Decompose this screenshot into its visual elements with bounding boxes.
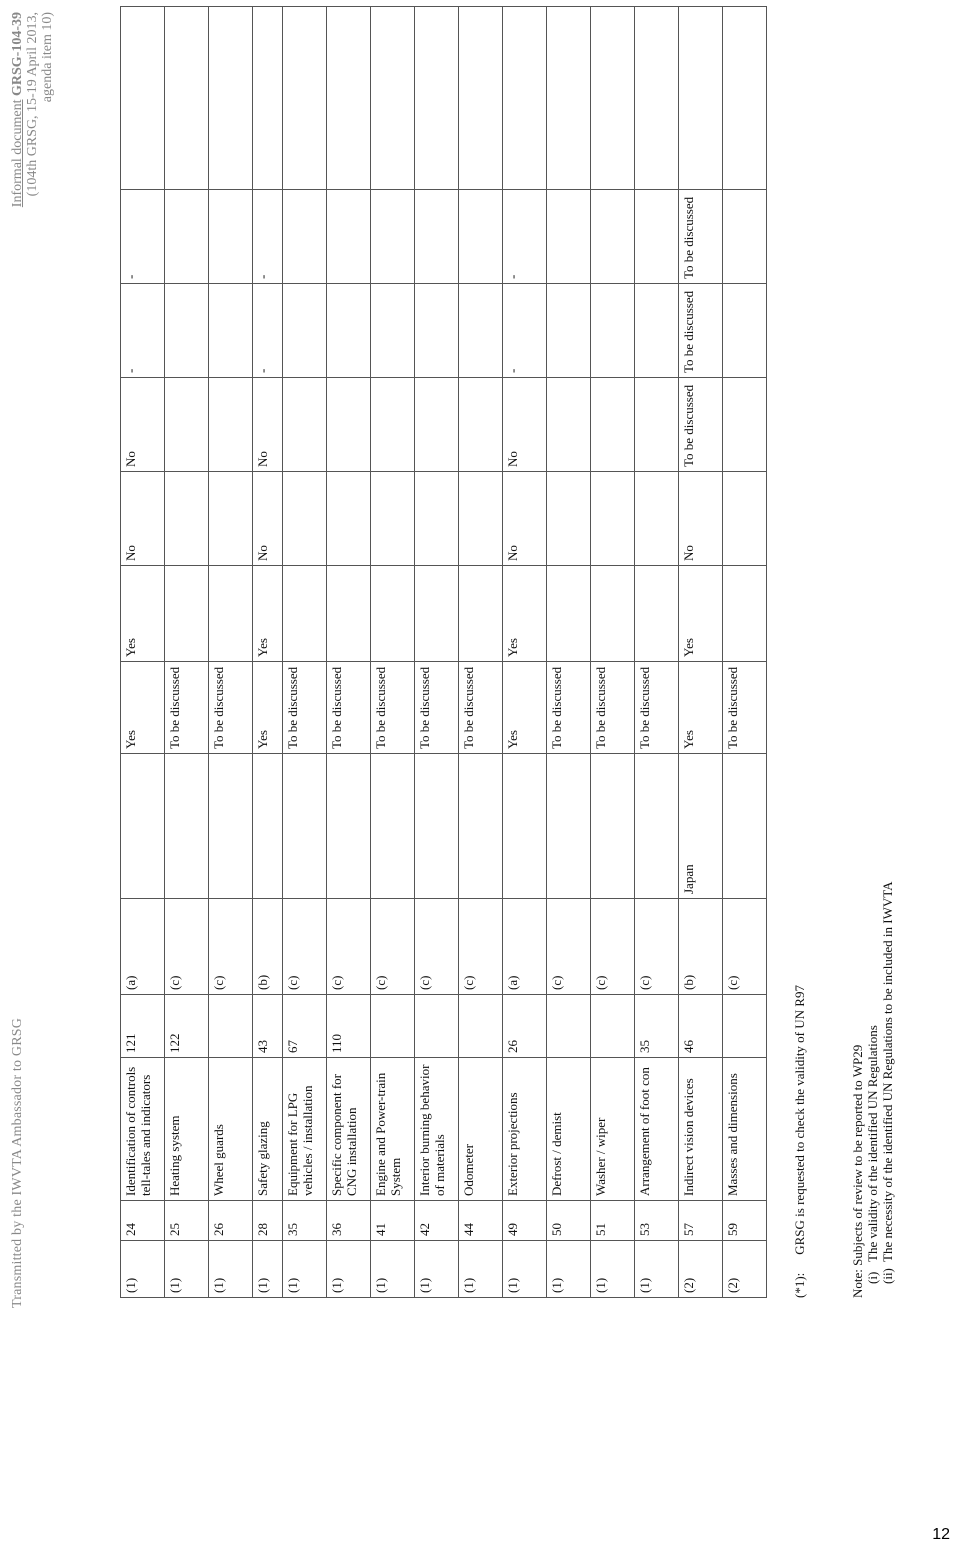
status-1-cell: To be discussed: [327, 662, 371, 754]
status-3-cell: No: [503, 472, 547, 566]
status-4-cell: [723, 378, 767, 472]
contracting-party-cell: [371, 754, 415, 899]
category-cell: (2): [723, 1241, 767, 1298]
status-1-cell: To be discussed: [635, 662, 679, 754]
status-6-cell: [209, 190, 253, 284]
table-row: [283, 7, 327, 1298]
status-4-cell: No: [121, 378, 165, 472]
class-cell: (c): [723, 899, 767, 995]
table-row: [415, 7, 459, 1298]
footnote: [792, 8, 808, 1298]
subject-cell: Arrangement of foot con: [635, 1058, 679, 1201]
table-row: [209, 7, 253, 1298]
category-cell: (1): [503, 1241, 547, 1298]
contracting-party-cell: [723, 754, 767, 899]
item-number-cell: 28: [253, 1201, 283, 1241]
status-6-cell: [547, 190, 591, 284]
status-1-cell: To be discussed: [591, 662, 635, 754]
status-6-cell: [371, 190, 415, 284]
status-4-cell: [165, 378, 209, 472]
remarks-cell: [591, 7, 635, 190]
subject-cell: Engine and Power-train System: [371, 1058, 415, 1201]
category-cell: (1): [327, 1241, 371, 1298]
status-1-cell: To be discussed: [547, 662, 591, 754]
item-number-cell: 41: [371, 1201, 415, 1241]
remarks-cell: [283, 7, 327, 190]
status-4-cell: [591, 378, 635, 472]
table-row: [547, 7, 591, 1298]
status-5-cell: [283, 284, 327, 378]
status-5-cell: [547, 284, 591, 378]
status-3-cell: No: [121, 472, 165, 566]
un-regulation-cell: 35: [635, 995, 679, 1058]
item-number-cell: 26: [209, 1201, 253, 1241]
table-row: [503, 7, 547, 1298]
contracting-party-cell: [591, 754, 635, 899]
status-4-cell: [209, 378, 253, 472]
table-row: [165, 7, 209, 1298]
item-number-cell: 25: [165, 1201, 209, 1241]
status-1-cell: To be discussed: [209, 662, 253, 754]
un-regulation-cell: 26: [503, 995, 547, 1058]
status-3-cell: No: [253, 472, 283, 566]
status-3-cell: [591, 472, 635, 566]
status-5-cell: [209, 284, 253, 378]
subject-cell: Safety glazing: [253, 1058, 283, 1201]
status-2-cell: [459, 566, 503, 662]
status-6-cell: [415, 190, 459, 284]
class-cell: (c): [283, 899, 327, 995]
un-regulation-cell: [591, 995, 635, 1058]
remarks-cell: [679, 7, 723, 190]
status-4-cell: No: [253, 378, 283, 472]
status-4-cell: [635, 378, 679, 472]
status-6-cell: [723, 190, 767, 284]
subject-cell: Masses and dimensions: [723, 1058, 767, 1201]
class-cell: (c): [415, 899, 459, 995]
page-number: 12: [932, 1526, 950, 1543]
item-number-cell: 42: [415, 1201, 459, 1241]
un-regulation-cell: [209, 995, 253, 1058]
table-row: [253, 7, 283, 1298]
footnote-text: GRSG is requested to check the validity of UN R97: [792, 985, 807, 1255]
category-cell: (1): [371, 1241, 415, 1298]
category-cell: (1): [635, 1241, 679, 1298]
subject-cell: Heating system: [165, 1058, 209, 1201]
un-regulation-cell: [723, 995, 767, 1058]
status-6-cell: [283, 190, 327, 284]
status-2-cell: Yes: [679, 566, 723, 662]
contracting-party-cell: [121, 754, 165, 899]
notes-title: Note: Subjects of review to be reported to WP29: [850, 1044, 865, 1298]
informal-document-label: Informal document: [10, 99, 25, 208]
status-3-cell: [459, 472, 503, 566]
contracting-party-cell: [415, 754, 459, 899]
status-5-cell: [371, 284, 415, 378]
status-5-cell: [459, 284, 503, 378]
subject-cell: Equipment for LPG vehicles / installation: [283, 1058, 327, 1201]
status-2-cell: [165, 566, 209, 662]
un-regulation-cell: [547, 995, 591, 1058]
class-cell: (c): [547, 899, 591, 995]
contracting-party-cell: [165, 754, 209, 899]
notes-section: [850, 881, 895, 1298]
status-1-cell: To be discussed: [459, 662, 503, 754]
status-2-cell: [327, 566, 371, 662]
status-2-cell: [209, 566, 253, 662]
transmitted-by-header: Transmitted by the IWVTA Ambassador to GRSG: [10, 1017, 25, 1308]
status-1-cell: To be discussed: [165, 662, 209, 754]
remarks-cell: [253, 7, 283, 190]
subject-cell: Identification of controls tell-tales and indicators: [121, 1058, 165, 1201]
status-6-cell: [459, 190, 503, 284]
status-2-cell: [635, 566, 679, 662]
status-3-cell: No: [679, 472, 723, 566]
session-info: (104th GRSG, 15-19 April 2013,: [25, 12, 40, 197]
status-5-cell: [165, 284, 209, 378]
remarks-cell: [371, 7, 415, 190]
class-cell: (c): [635, 899, 679, 995]
item-number-cell: 59: [723, 1201, 767, 1241]
status-4-cell: [371, 378, 415, 472]
note-item-2: (ii)The necessity of the identified UN Regulations to be included in IWVTA: [880, 881, 895, 1284]
status-3-cell: [283, 472, 327, 566]
status-2-cell: [591, 566, 635, 662]
footnote-key: (*1):: [792, 1272, 807, 1298]
un-regulation-cell: 110: [327, 995, 371, 1058]
status-3-cell: [371, 472, 415, 566]
category-cell: (1): [165, 1241, 209, 1298]
contracting-party-cell: [209, 754, 253, 899]
contracting-party-cell: Japan: [679, 754, 723, 899]
contracting-party-cell: [283, 754, 327, 899]
remarks-cell: [121, 7, 165, 190]
class-cell: (c): [591, 899, 635, 995]
status-2-cell: Yes: [121, 566, 165, 662]
un-regulation-cell: [371, 995, 415, 1058]
status-2-cell: [371, 566, 415, 662]
status-1-cell: Yes: [679, 662, 723, 754]
category-cell: (2): [679, 1241, 723, 1298]
item-number-cell: 35: [283, 1201, 327, 1241]
item-number-cell: 36: [327, 1201, 371, 1241]
remarks-cell: [459, 7, 503, 190]
class-cell: (c): [209, 899, 253, 995]
status-5-cell: -: [121, 284, 165, 378]
subject-cell: Wheel guards: [209, 1058, 253, 1201]
category-cell: (1): [209, 1241, 253, 1298]
class-cell: (b): [679, 899, 723, 995]
note-item-1: (i)The validity of the identified UN Regulations: [865, 1025, 880, 1284]
status-6-cell: -: [121, 190, 165, 284]
remarks-cell: [415, 7, 459, 190]
class-cell: (c): [165, 899, 209, 995]
agenda-item: agenda item 10): [40, 12, 55, 103]
status-3-cell: [415, 472, 459, 566]
item-number-cell: 51: [591, 1201, 635, 1241]
table-row: [591, 7, 635, 1298]
remarks-cell: [635, 7, 679, 190]
un-regulation-cell: 46: [679, 995, 723, 1058]
status-4-cell: [327, 378, 371, 472]
status-3-cell: [327, 472, 371, 566]
item-number-cell: 50: [547, 1201, 591, 1241]
status-1-cell: Yes: [503, 662, 547, 754]
contracting-party-cell: [253, 754, 283, 899]
subject-cell: Indirect vision devices: [679, 1058, 723, 1201]
subject-cell: Exterior projections: [503, 1058, 547, 1201]
status-5-cell: [415, 284, 459, 378]
un-regulation-cell: 43: [253, 995, 283, 1058]
status-5-cell: [591, 284, 635, 378]
contracting-party-cell: [327, 754, 371, 899]
status-1-cell: To be discussed: [415, 662, 459, 754]
item-number-cell: 49: [503, 1201, 547, 1241]
status-1-cell: To be discussed: [723, 662, 767, 754]
document-id: GRSG-104-39: [10, 12, 25, 96]
status-5-cell: -: [503, 284, 547, 378]
status-6-cell: [165, 190, 209, 284]
status-4-cell: No: [503, 378, 547, 472]
class-cell: (c): [371, 899, 415, 995]
status-5-cell: [327, 284, 371, 378]
category-cell: (1): [283, 1241, 327, 1298]
status-5-cell: To be discussed: [679, 284, 723, 378]
status-2-cell: [723, 566, 767, 662]
category-cell: (1): [415, 1241, 459, 1298]
remarks-cell: [327, 7, 371, 190]
item-number-cell: 44: [459, 1201, 503, 1241]
class-cell: (a): [121, 899, 165, 995]
status-6-cell: [327, 190, 371, 284]
subject-cell: Specific component for CNG installation: [327, 1058, 371, 1201]
status-1-cell: To be discussed: [283, 662, 327, 754]
status-2-cell: [415, 566, 459, 662]
un-regulation-cell: 67: [283, 995, 327, 1058]
status-6-cell: [635, 190, 679, 284]
table-row: [679, 7, 723, 1298]
item-number-cell: 57: [679, 1201, 723, 1241]
status-1-cell: Yes: [121, 662, 165, 754]
remarks-cell: [723, 7, 767, 190]
subject-cell: Interior burning behavior of materials: [415, 1058, 459, 1201]
status-6-cell: -: [503, 190, 547, 284]
status-5-cell: [635, 284, 679, 378]
class-cell: (c): [327, 899, 371, 995]
un-regulation-cell: [459, 995, 503, 1058]
status-1-cell: Yes: [253, 662, 283, 754]
table-row: [327, 7, 371, 1298]
class-cell: (c): [459, 899, 503, 995]
status-3-cell: [635, 472, 679, 566]
item-number-cell: 53: [635, 1201, 679, 1241]
un-regulation-cell: 121: [121, 995, 165, 1058]
table-row: [723, 7, 767, 1298]
subject-cell: Washer / wiper: [591, 1058, 635, 1201]
remarks-cell: [503, 7, 547, 190]
un-regulation-cell: 122: [165, 995, 209, 1058]
status-3-cell: [723, 472, 767, 566]
table-row: [635, 7, 679, 1298]
table-row: [371, 7, 415, 1298]
status-2-cell: Yes: [253, 566, 283, 662]
status-3-cell: [165, 472, 209, 566]
regulation-review-table: [120, 6, 767, 1298]
category-cell: (1): [547, 1241, 591, 1298]
informal-document-header: [10, 12, 55, 207]
subject-cell: Odometer: [459, 1058, 503, 1201]
subject-cell: Defrost / demist: [547, 1058, 591, 1201]
class-cell: (b): [253, 899, 283, 995]
category-cell: (1): [253, 1241, 283, 1298]
table-row: [459, 7, 503, 1298]
status-3-cell: [209, 472, 253, 566]
status-5-cell: -: [253, 284, 283, 378]
un-regulation-cell: [415, 995, 459, 1058]
contracting-party-cell: [459, 754, 503, 899]
category-cell: (1): [121, 1241, 165, 1298]
status-4-cell: [415, 378, 459, 472]
contracting-party-cell: [635, 754, 679, 899]
status-6-cell: -: [253, 190, 283, 284]
status-5-cell: [723, 284, 767, 378]
status-4-cell: To be discussed: [679, 378, 723, 472]
category-cell: (1): [591, 1241, 635, 1298]
status-2-cell: [547, 566, 591, 662]
status-2-cell: [283, 566, 327, 662]
status-3-cell: [547, 472, 591, 566]
status-4-cell: [547, 378, 591, 472]
table-row: [121, 7, 165, 1298]
category-cell: (1): [459, 1241, 503, 1298]
remarks-cell: [209, 7, 253, 190]
status-2-cell: Yes: [503, 566, 547, 662]
remarks-cell: [165, 7, 209, 190]
contracting-party-cell: [547, 754, 591, 899]
status-4-cell: [283, 378, 327, 472]
status-6-cell: To be discussed: [679, 190, 723, 284]
status-6-cell: [591, 190, 635, 284]
class-cell: (a): [503, 899, 547, 995]
contracting-party-cell: [503, 754, 547, 899]
item-number-cell: 24: [121, 1201, 165, 1241]
status-1-cell: To be discussed: [371, 662, 415, 754]
status-4-cell: [459, 378, 503, 472]
remarks-cell: [547, 7, 591, 190]
